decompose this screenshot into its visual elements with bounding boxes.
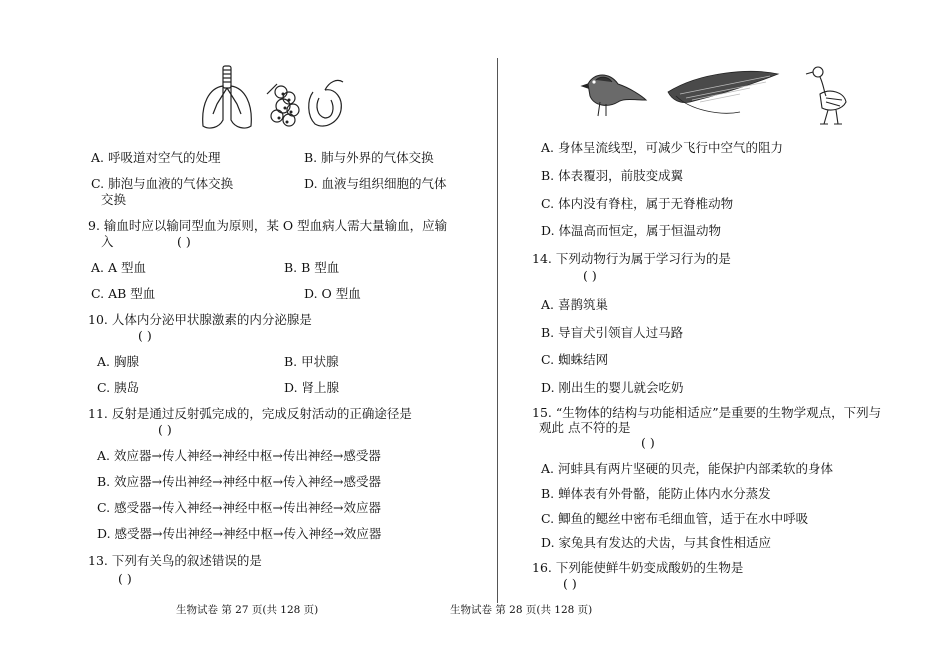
q15-option-c: C. 鲫鱼的鳃丝中密布毛细血管，适于在水中呼吸: [541, 511, 809, 526]
q8-option-a: A. 呼吸道对空气的处理: [91, 150, 221, 165]
q11-option-d: D. 感受器→传出神经→神经中枢→传入神经→效应器: [97, 526, 382, 541]
q13-option-c: C. 体内没有脊柱，属于无脊椎动物: [541, 196, 734, 211]
q9-option-b: B. B 型血: [284, 260, 340, 275]
q11-option-b: B. 效应器→传出神经→神经中枢→传入神经→感受器: [97, 474, 382, 489]
bird-figure: [580, 62, 860, 130]
q10-option-a: A. 胸腺: [97, 354, 139, 369]
respiratory-figure: [195, 64, 355, 134]
q10-answer-paren: ( ): [138, 328, 152, 343]
q9-option-a: A. A 型血: [91, 260, 146, 275]
q8-option-b: B. 肺与外界的气体交换: [304, 150, 434, 165]
left-page-footer: 生物试卷 第 27 页(共 128 页): [176, 604, 319, 616]
q11-option-a: A. 效应器→传人神经→神经中枢→传出神经→感受器: [97, 448, 381, 463]
q8-option-c: C. 肺泡与血液的气体交换: [91, 176, 234, 191]
q14-option-a: A. 喜鹊筑巢: [541, 297, 608, 312]
q16-answer-paren: ( ): [563, 576, 577, 591]
q10-option-b: B. 甲状腺: [284, 354, 339, 369]
q9-stem: 9. 输血时应以输同型血为原则，某 O 型血病人需大量输血，应输: [88, 218, 448, 233]
q15-answer-paren: ( ): [641, 435, 655, 450]
q11-option-c: C. 感受器→传入神经→神经中枢→传出神经→效应器: [97, 500, 381, 515]
q9-option-d: D. O 型血: [304, 286, 361, 301]
q9-answer-paren: ( ): [177, 234, 191, 249]
q15-stem: 15. “生物体的结构与功能相适应”是重要的生物学观点，下列与: [532, 405, 882, 420]
q14-option-c: C. 蜘蛛结网: [541, 352, 609, 367]
q9-option-c: C. AB 型血: [91, 286, 156, 301]
q13-answer-paren: ( ): [118, 571, 132, 586]
q11-stem: 11. 反射是通过反射弧完成的，完成反射活动的正确途径是: [88, 406, 412, 421]
q15-option-d: D. 家兔具有发达的犬齿，与其食性相适应: [541, 535, 772, 550]
right-page-footer: 生物试卷 第 28 页(共 128 页): [450, 604, 593, 616]
q14-stem: 14. 下列动物行为属于学习行为的是: [532, 251, 731, 266]
q15-stem-cont: 观此 点不符的是: [539, 420, 631, 435]
q10-stem: 10. 人体内分泌甲状腺激素的内分泌腺是: [88, 312, 312, 327]
q15-option-b: B. 蝉体表有外骨骼，能防止体内水分蒸发: [541, 486, 771, 501]
q10-option-c: C. 胰岛: [97, 380, 140, 395]
q8-option-d: D. 血液与组织细胞的气体: [304, 176, 447, 191]
q11-answer-paren: ( ): [158, 422, 172, 437]
q10-option-d: D. 肾上腺: [284, 380, 340, 395]
q16-stem: 16. 下列能使鲜牛奶变成酸奶的生物是: [532, 560, 744, 575]
q13-option-a: A. 身体呈流线型，可减少飞行中空气的阻力: [541, 140, 783, 155]
q9-stem-cont: 入: [101, 234, 114, 249]
page-divider: [497, 58, 498, 603]
q8-option-d-cont: 交换: [101, 192, 127, 207]
q13-option-d: D. 体温高而恒定，属于恒温动物: [541, 223, 722, 238]
q13-option-b: B. 体表覆羽，前肢变成翼: [541, 168, 684, 183]
q14-option-d: D. 刚出生的婴儿就会吃奶: [541, 380, 684, 395]
q13-stem: 13. 下列有关鸟的叙述错误的是: [88, 553, 262, 568]
q14-answer-paren: ( ): [583, 268, 597, 283]
q14-option-b: B. 导盲犬引领盲人过马路: [541, 325, 684, 340]
q15-option-a: A. 河蚌具有两片坚硬的贝壳，能保护内部柔软的身体: [541, 461, 833, 476]
